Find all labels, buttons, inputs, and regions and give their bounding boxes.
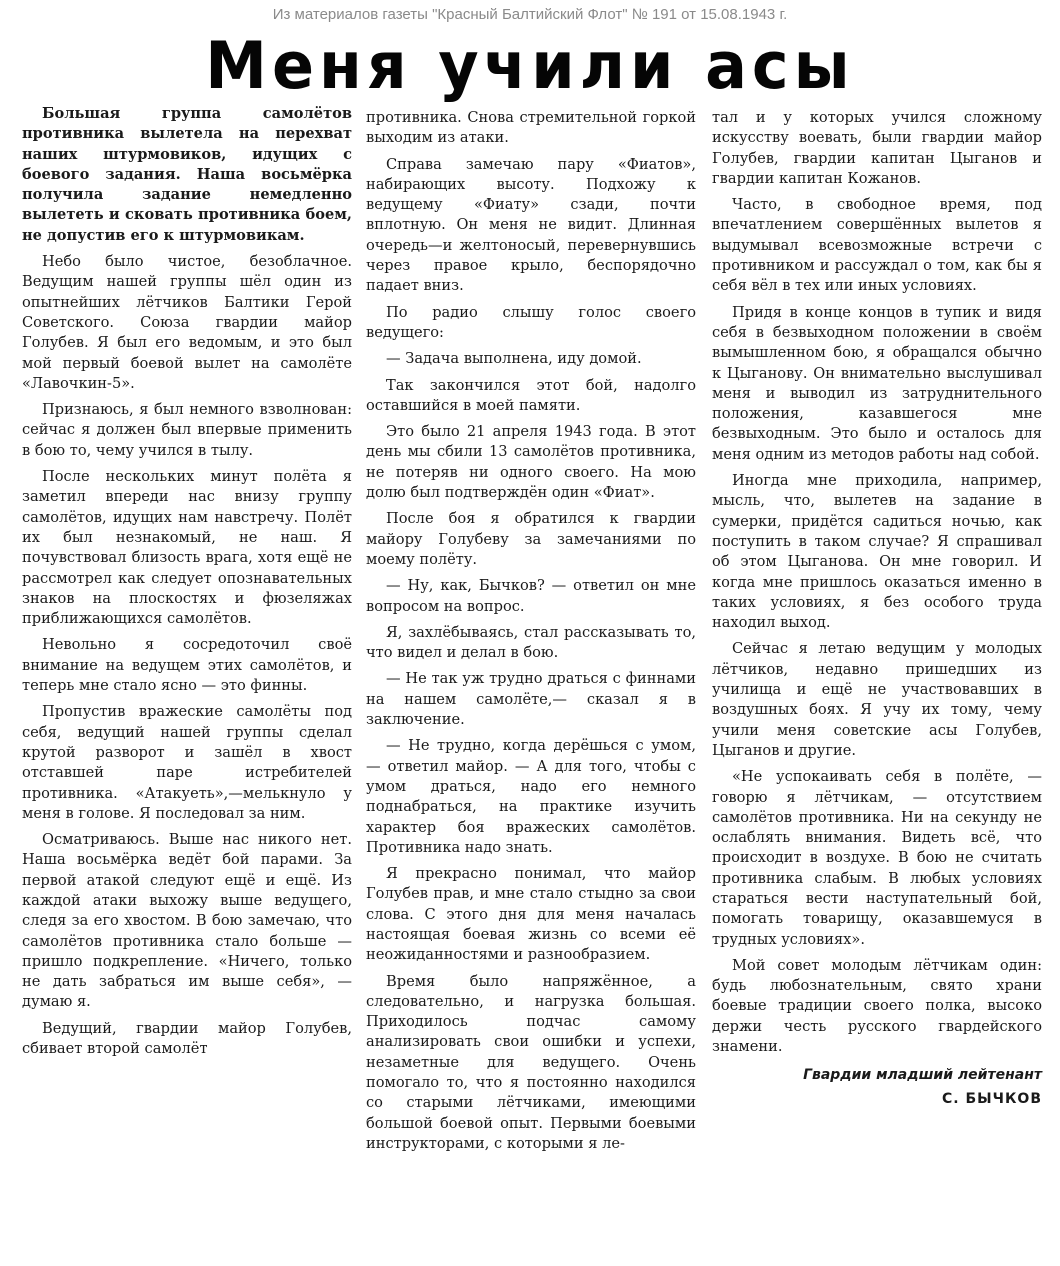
headline: Меня учили асы <box>205 27 855 104</box>
paragraph: По радио слышу голос своего ведущего: <box>366 303 696 341</box>
signature <box>712 1063 1042 1111</box>
paragraph: — Ну, как, Бычков? — ответил он мне вопросом на вопрос. <box>366 577 696 615</box>
paragraph: «Не успокаивать себя в полёте, — говорю я лётчикам, — отсутствием самолётов противника. Ни на секунду не ослаблять внимания. Видеть всё, что происходит в воздухе. В бою не считать противника слабым. В любых условиях стараться вести наступательный бой, помогать товарищу, оказавшемуся в трудных условиях». <box>712 768 1042 948</box>
article-column-2 <box>366 108 696 1160</box>
paragraph: Мой совет молодым лётчикам один: будь любознательным, свято храни боевые традиции своего полка, высоко держи честь русского гвардейского знамени. <box>712 956 1042 1056</box>
paragraph: Часто, в свободное время, под впечатлением совершённых вылетов я выдумывал всевозможные встречи с противником и рассуждал о том, как бы я себя вёл в тех или иных условиях. <box>712 196 1042 295</box>
signature-rank: Гвардии младший лейтенант <box>803 1067 1042 1084</box>
article-column-3 <box>712 108 1042 1111</box>
paragraph: Я прекрасно понимал, что майор Голубев прав, и мне стало стыдно за свои слова. С этого дня для меня началась настоящая боевая жизнь со всеми её неожиданностями и разнообразием. <box>366 865 696 964</box>
paragraph: Сейчас я летаю ведущим у молодых лётчиков, недавно пришедших из училища и ещё не участвовавших в воздушных боях. Я учу их тому, чему учили меня советские асы Голубев, Цыганов и другие. <box>712 640 1042 759</box>
paragraph: Так закончился этот бой, надолго оставшийся в моей памяти. <box>366 376 696 414</box>
paragraph: — Не трудно, когда дерёшься с умом, — ответил майор. — А для того, чтобы с умом драться, надо его немного поднабраться, на практике изучить характер боя вражеских самолётов. Противника надо знать. <box>366 737 696 856</box>
paragraph: Небо было чистое, безоблачное. Ведущим нашей группы шёл один из опытнейших лётчиков Балтики Герой Советского. Союза гвардии майор Голубев. Я был его ведомым, и это был мой первый боевой вылет на самолёте «Лавочкин-5». <box>22 253 352 392</box>
paragraph: Пропустив вражеские самолёты под себя, ведущий нашей группы сделал крутой разворот и зашёл в хвост отставшей паре истребителей противника. «Атакуеть»,—мелькнуло у меня в голове. Я последовал за ним. <box>22 703 352 822</box>
paragraph: После боя я обратился к гвардии майору Голубеву за замечаниями по моему полёту. <box>366 510 696 568</box>
paragraph: Иногда мне приходила, например, мысль, что, вылетев на задание в сумерки, придётся садиться ночью, как поступить в таком случае? Я спрашивал об этом Цыганова. Он мне говорил. И когда мне пришлось оказаться именно в таких условиях, я без особого труда находил выход. <box>712 472 1042 632</box>
paragraph: Время было напряжённое, а следовательно, и нагрузка большая. Приходилось подчас самому анализировать свои ошибки и успехи, незаметные для ведущего. Очень помогало то, что я постоянно находился со старыми лётчиками, имеющими большой боевой опыт. Первыми боевыми инструкторами, с которыми я ле- <box>366 972 696 1152</box>
paragraph: Справа замечаю пару «Фиатов», набирающих высоту. Подхожу к ведущему «Фиату» сзади, почти вплотную. Он меня не видит. Длинная очередь—и желтоносый, перевернувшись через правое крыло, беспорядочно падает вниз. <box>366 155 696 295</box>
article-column-1 <box>22 104 352 1065</box>
paragraph: Придя в конце концов в тупик и видя себя в безвыходном положении в своём вымышленном бою, я обращался обычно к Цыганову. Он внимательно выслушивал меня и выводил из затруднительного положения, казавшегося мне безвыходным. Это было и осталось для меня одним из методов работы над собой. <box>712 303 1042 463</box>
paragraph: Это было 21 апреля 1943 года. В этот день мы сбили 13 самолётов противника, не потеряв ни одного своего. На мою долю был подтверждён один «Фиат». <box>366 423 696 502</box>
source-note: Из материалов газеты "Красный Балтийский Флот" № 191 от 15.08.1943 г. <box>272 6 788 23</box>
paragraph: Невольно я сосредоточил своё внимание на ведущем этих самолётов, и теперь мне стало ясно — это финны. <box>22 636 352 695</box>
paragraph: — Задача выполнена, иду домой. <box>386 350 642 368</box>
paragraph: тал и у которых учился сложному искусству воевать, были гвардии майор Голубев, гвардии капитан Цыганов и гвардии капитан Кожанов. <box>712 109 1042 187</box>
paragraph: Ведущий, гвардии майор Голубев, сбивает второй самолёт <box>22 1019 352 1058</box>
paragraph: После нескольких минут полёта я заметил впереди нас внизу группу самолётов, идущих нам навстречу. Полёт их был незнакомый, не наш. Я почувствовал близость врага, хотя ещё не рассмотрел как следует опознавательных знаков на плоскостях и фюзеляжах приближающихся самолётов. <box>22 468 352 628</box>
paragraph: Признаюсь, я был немного взволнован: сейчас я должен был впервые применить в бою то, чему учился в тылу. <box>22 401 352 459</box>
signature-name: С. БЫЧКОВ <box>942 1091 1042 1108</box>
paragraph: Большая группа самолётов противника вылетела на перехват наших штурмовиков, идущих с боевого задания. Наша восьмёрка получила задание немедленно вылететь и сковать противника боем, не допустив его к штурмовикам. <box>22 105 352 244</box>
paragraph: противника. Снова стремительной горкой выходим из атаки. <box>366 109 696 147</box>
paragraph: Я, захлёбываясь, стал рассказывать то, что видел и делал в бою. <box>366 623 696 662</box>
paragraph: Осматриваюсь. Выше нас никого нет. Наша восьмёрка ведёт бой парами. За первой атакой следуют ещё и ещё. Из каждой атаки выхожу выше ведущего, следя за его хвостом. В бою замечаю, что самолётов противника стало больше — пришло подкрепление. «Ничего, только не дать забраться им выше себя», — думаю я. <box>22 831 352 1011</box>
paragraph: — Не так уж трудно драться с финнами на нашем самолёте,— сказал я в заключение. <box>366 670 696 729</box>
